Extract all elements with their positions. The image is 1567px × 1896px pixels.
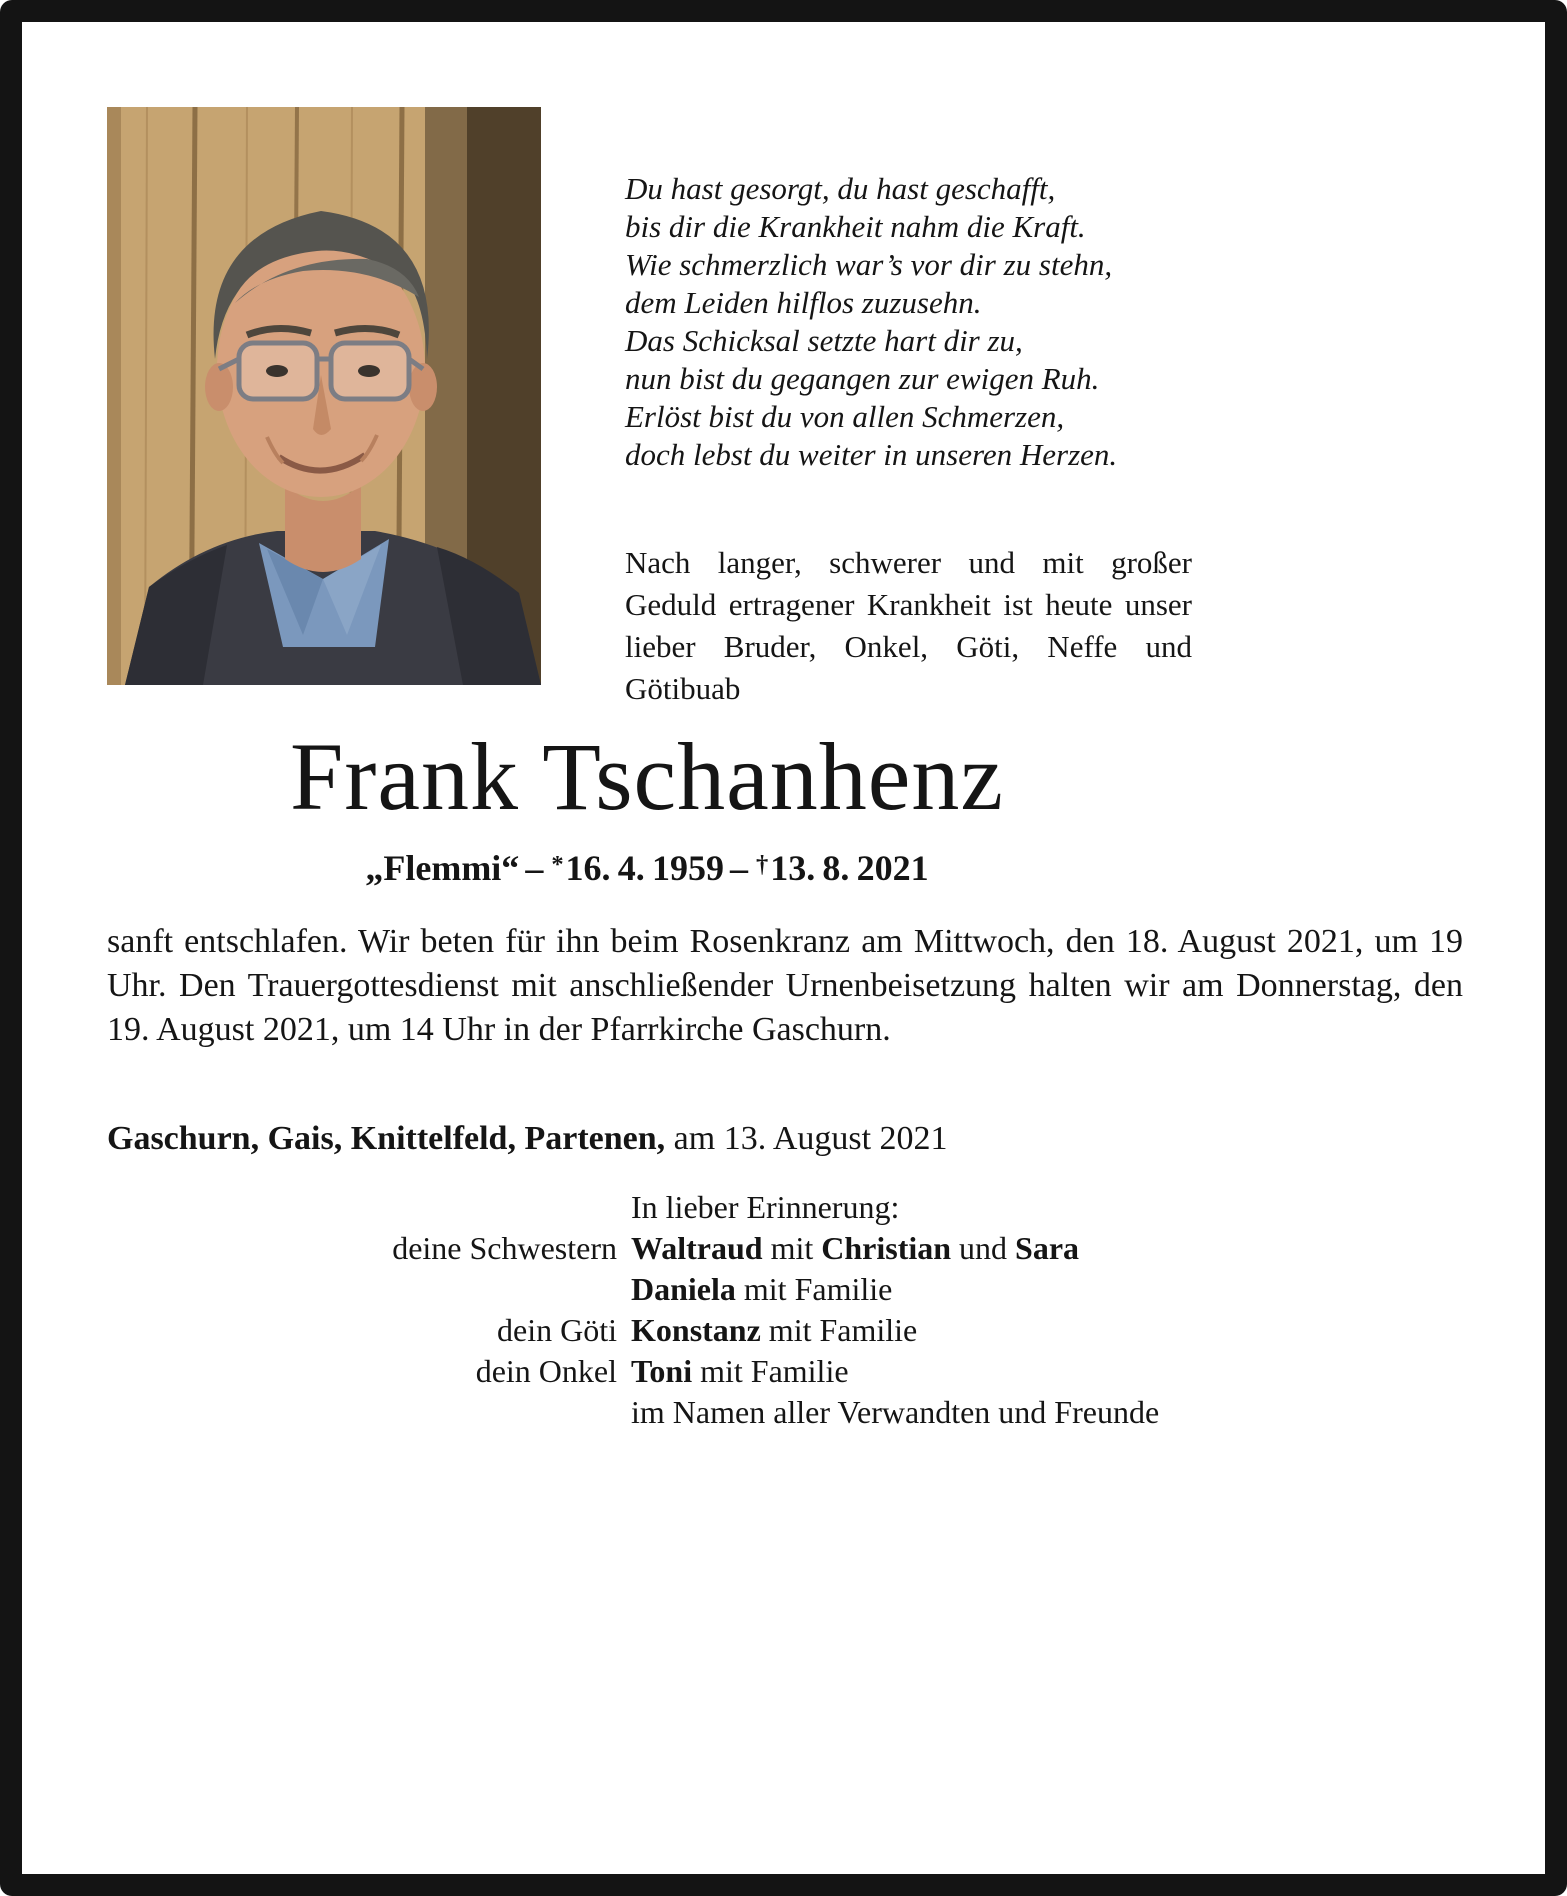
poem-line: Das Schicksal setzte hart dir zu, [625, 323, 1023, 358]
mourner-name: Toni [631, 1353, 693, 1389]
connector-text: mit Familie [692, 1353, 849, 1389]
relation-label-godfather: dein Göti [497, 1312, 617, 1348]
deceased-name: Frank Tschanhenz [290, 723, 1004, 830]
places: Gaschurn, Gais, Knittelfeld, Partenen, [107, 1120, 666, 1157]
spacer [107, 1392, 617, 1433]
poem-line: Du hast gesorgt, du hast geschafft, [625, 171, 1056, 206]
remembrance-title: In lieber Erinnerung: [631, 1189, 900, 1225]
mourner-name: Sara [1015, 1230, 1080, 1266]
mourner-line-1 [631, 1228, 1475, 1269]
intro-text: Nach langer, schwerer und mit großer Geduld ertragener Krankheit ist heute unser lieber Bruder, Onkel, Göti, Neffe und Götibuab [625, 545, 1192, 706]
life-dates [22, 847, 1272, 889]
mourner-line-3 [631, 1310, 1475, 1351]
poem-line: bis dir die Krankheit nahm die Kraft. [625, 209, 1086, 244]
connector-text: mit [762, 1230, 822, 1266]
connector-text: und [951, 1230, 1016, 1266]
funeral-announcement: sanft entschlafen. Wir beten für ihn beim Rosenkranz am Mittwoch, den 18. August 2021, um 19 Uhr. Den Trauergottesdienst mit anschließender Urnenbeisetzung halten wir am Donnerstag, den 19. August 2021, um 14 Uhr in der Pfarrkirche Gaschurn. [107, 923, 1463, 1048]
dateline [107, 1120, 948, 1158]
remembrance-closing: im Namen aller Verwandten und Freunde [631, 1394, 1160, 1430]
death-cross-symbol: † [755, 851, 769, 879]
mourner-line-4 [631, 1351, 1475, 1392]
mourner-name: Christian [821, 1230, 952, 1266]
death-date: 13. 8. 2021 [770, 848, 929, 888]
nickname: „Flemmi“ [365, 848, 520, 888]
relation-label-sisters: deine Schwestern [392, 1230, 617, 1266]
dash-separator: – [729, 848, 748, 888]
remembrance-section [107, 1187, 1475, 1433]
dash-separator: – [525, 848, 544, 888]
spacer [107, 1187, 617, 1228]
mourner-name: Daniela [631, 1271, 736, 1307]
poem-line: dem Leiden hilflos zuzusehn. [625, 285, 982, 320]
memorial-poem [625, 170, 1117, 474]
relation-label-uncle: dein Onkel [475, 1353, 617, 1389]
spacer [107, 1269, 617, 1310]
connector-text: mit Familie [735, 1271, 893, 1307]
birth-star-symbol: * [551, 851, 564, 879]
poem-line: nun bist du gegangen zur ewigen Ruh. [625, 361, 1100, 396]
poem-line: Wie schmerzlich war’s vor dir zu stehn, [625, 247, 1113, 282]
portrait-illustration [107, 107, 541, 685]
mourner-name: Waltraud [631, 1230, 763, 1266]
portrait-photo [107, 107, 541, 685]
birth-date: 16. 4. 1959 [565, 848, 724, 888]
poem-line: Erlöst bist du von allen Schmerzen, [625, 399, 1065, 434]
mourner-line-2 [631, 1269, 1475, 1310]
connector-text: mit Familie [760, 1312, 918, 1348]
announcement-date: am 13. August 2021 [665, 1120, 948, 1157]
poem-line: doch lebst du weiter in unseren Herzen. [625, 437, 1118, 472]
mourner-name: Konstanz [631, 1312, 761, 1348]
